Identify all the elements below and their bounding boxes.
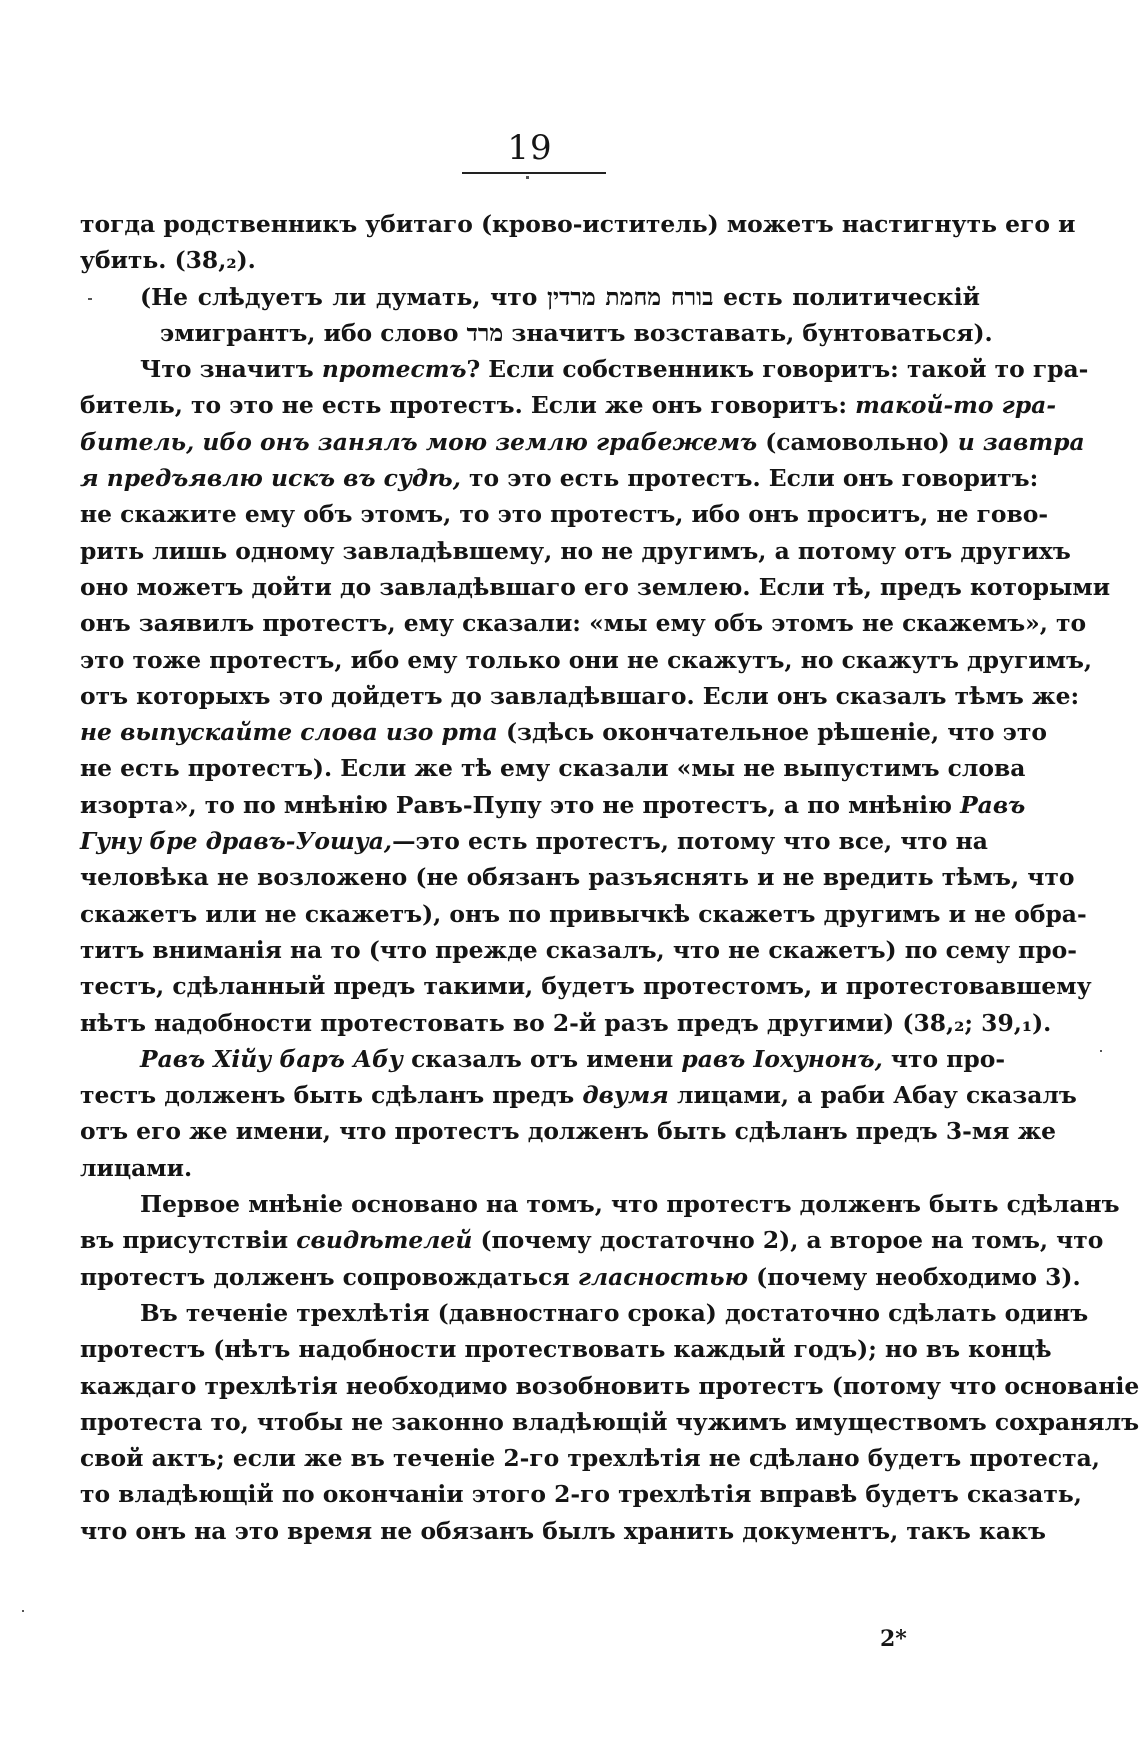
text-line: что онъ на это время не обязанъ былъ хранить документъ, такъ какъ xyxy=(80,1516,1046,1545)
text-line: каждаго трехлѣтія необходимо возобновить протестъ (потому что основаніе xyxy=(80,1371,1140,1400)
text-line: эмигрантъ, ибо слово מרד значитъ возставать, бунтоваться). xyxy=(160,318,993,347)
text-line: свой актъ; если же въ теченіе 2-го трехлѣтія не сдѣлано будетъ протеста, xyxy=(80,1444,1100,1473)
text-line: протеста то, чтобы не законно владѣющій чужимъ имуществомъ сохранялъ xyxy=(80,1407,1140,1436)
text-line: я предъявлю искъ въ судѣ, то это есть протестъ. Если онъ говоритъ: xyxy=(80,464,1039,493)
text-line: не выпускайте слова изо рта (здѣсь окончательное рѣшеніе, что это xyxy=(80,718,1047,747)
text-line: въ присутствіи свидѣтелей (почему достаточно 2), а второе на томъ, что xyxy=(80,1226,1104,1255)
text-line: Равъ Хійу баръ Абу сказалъ отъ имени равъ Іохунонъ, что про- xyxy=(140,1044,1006,1073)
text-line: не есть протестъ). Если же тѣ ему сказали «мы не выпустимъ слова xyxy=(80,754,1026,783)
text-line: лицами. xyxy=(80,1153,193,1182)
text-line: тогда родственникъ убитаго (крово-иститель) можетъ настигнуть его и xyxy=(80,210,1076,238)
text-line: отъ которыхъ это дойдетъ до завладѣвшаго. Если онъ сказалъ тѣмъ же: xyxy=(80,681,1080,710)
text-line: убить. (38,₂). xyxy=(80,246,256,275)
signature-mark: 2* xyxy=(880,1626,907,1652)
text-line: протестъ (нѣтъ надобности протествовать каждый годъ); но въ концѣ xyxy=(80,1335,1052,1364)
text-line: Первое мнѣніе основано на томъ, что протестъ долженъ быть сдѣланъ xyxy=(140,1190,1120,1219)
scan-speck xyxy=(88,298,92,300)
text-line: титъ вниманія на то (что прежде сказалъ, что не скажетъ) по сему про- xyxy=(80,935,1077,964)
text-line: тестъ, сдѣланный предъ такими, будетъ протестомъ, и протестовавшему xyxy=(80,972,1092,1001)
text-line: не скажите ему объ этомъ, то это протестъ, ибо онъ проситъ, не гово- xyxy=(80,500,1049,529)
scan-speck xyxy=(1100,1050,1102,1052)
text-line: рить лишь одному завладѣвшему, но не другимъ, а потому отъ другихъ xyxy=(80,536,1071,565)
text-line: (Не слѣдуетъ ли думать, что בורח מחמת מרדין есть политическій xyxy=(140,282,980,311)
body-text xyxy=(80,206,1140,1549)
text-line: Гуну бре дравъ-Уошуа,—это есть протестъ, потому что все, что на xyxy=(80,827,988,856)
text-line: тестъ долженъ быть сдѣланъ предъ двумя лицами, а раби Абау сказалъ xyxy=(80,1081,1077,1110)
text-line: протестъ долженъ сопровождаться гласностью (почему необходимо 3). xyxy=(80,1262,1081,1291)
text-line: человѣка не возложено (не обязанъ разъяснять и не вредить тѣмъ, что xyxy=(80,863,1075,892)
text-line: онъ заявилъ протестъ, ему сказали: «мы ему объ этомъ не скажемъ», то xyxy=(80,609,1087,638)
text-line: то владѣющій по окончаніи этого 2-го трехлѣтія вправѣ будетъ сказать, xyxy=(80,1480,1082,1509)
text-line: изорта», то по мнѣнію Равъ-Пупу это не протестъ, а по мнѣнію Равъ xyxy=(80,790,1026,819)
text-line: это тоже протестъ, ибо ему только они не скажутъ, но скажутъ другимъ, xyxy=(80,645,1093,674)
text-line: Что значитъ протестъ? Если собственникъ говоритъ: такой то гра- xyxy=(140,355,1089,384)
text-line: Въ теченіе трехлѣтія (давностнаго срока) достаточно сдѣлать одинъ xyxy=(140,1298,1089,1327)
text-line: скажетъ или не скажетъ), онъ по привычкѣ скажетъ другимъ и не обра- xyxy=(80,899,1087,928)
text-line: битель, то это не есть протестъ. Если же онъ говоритъ: такой-то гра- xyxy=(80,391,1057,420)
header-rule xyxy=(462,172,606,174)
scan-speck xyxy=(22,1610,24,1612)
text-line: битель, ибо онъ занялъ мою землю грабежемъ (самовольно) и завтра xyxy=(80,427,1085,456)
text-line: оно можетъ дойти до завладѣвшаго его землею. Если тѣ, предъ которыми xyxy=(80,572,1111,601)
book-page xyxy=(80,128,1140,1728)
scan-speck xyxy=(526,176,529,179)
text-line: отъ его же имени, что протестъ долженъ быть сдѣланъ предъ 3-мя же xyxy=(80,1117,1057,1146)
page-number: 19 xyxy=(507,128,553,168)
text-line: нѣтъ надобности протестовать во 2-й разъ предъ другими) (38,₂; 39,₁). xyxy=(80,1008,1052,1037)
